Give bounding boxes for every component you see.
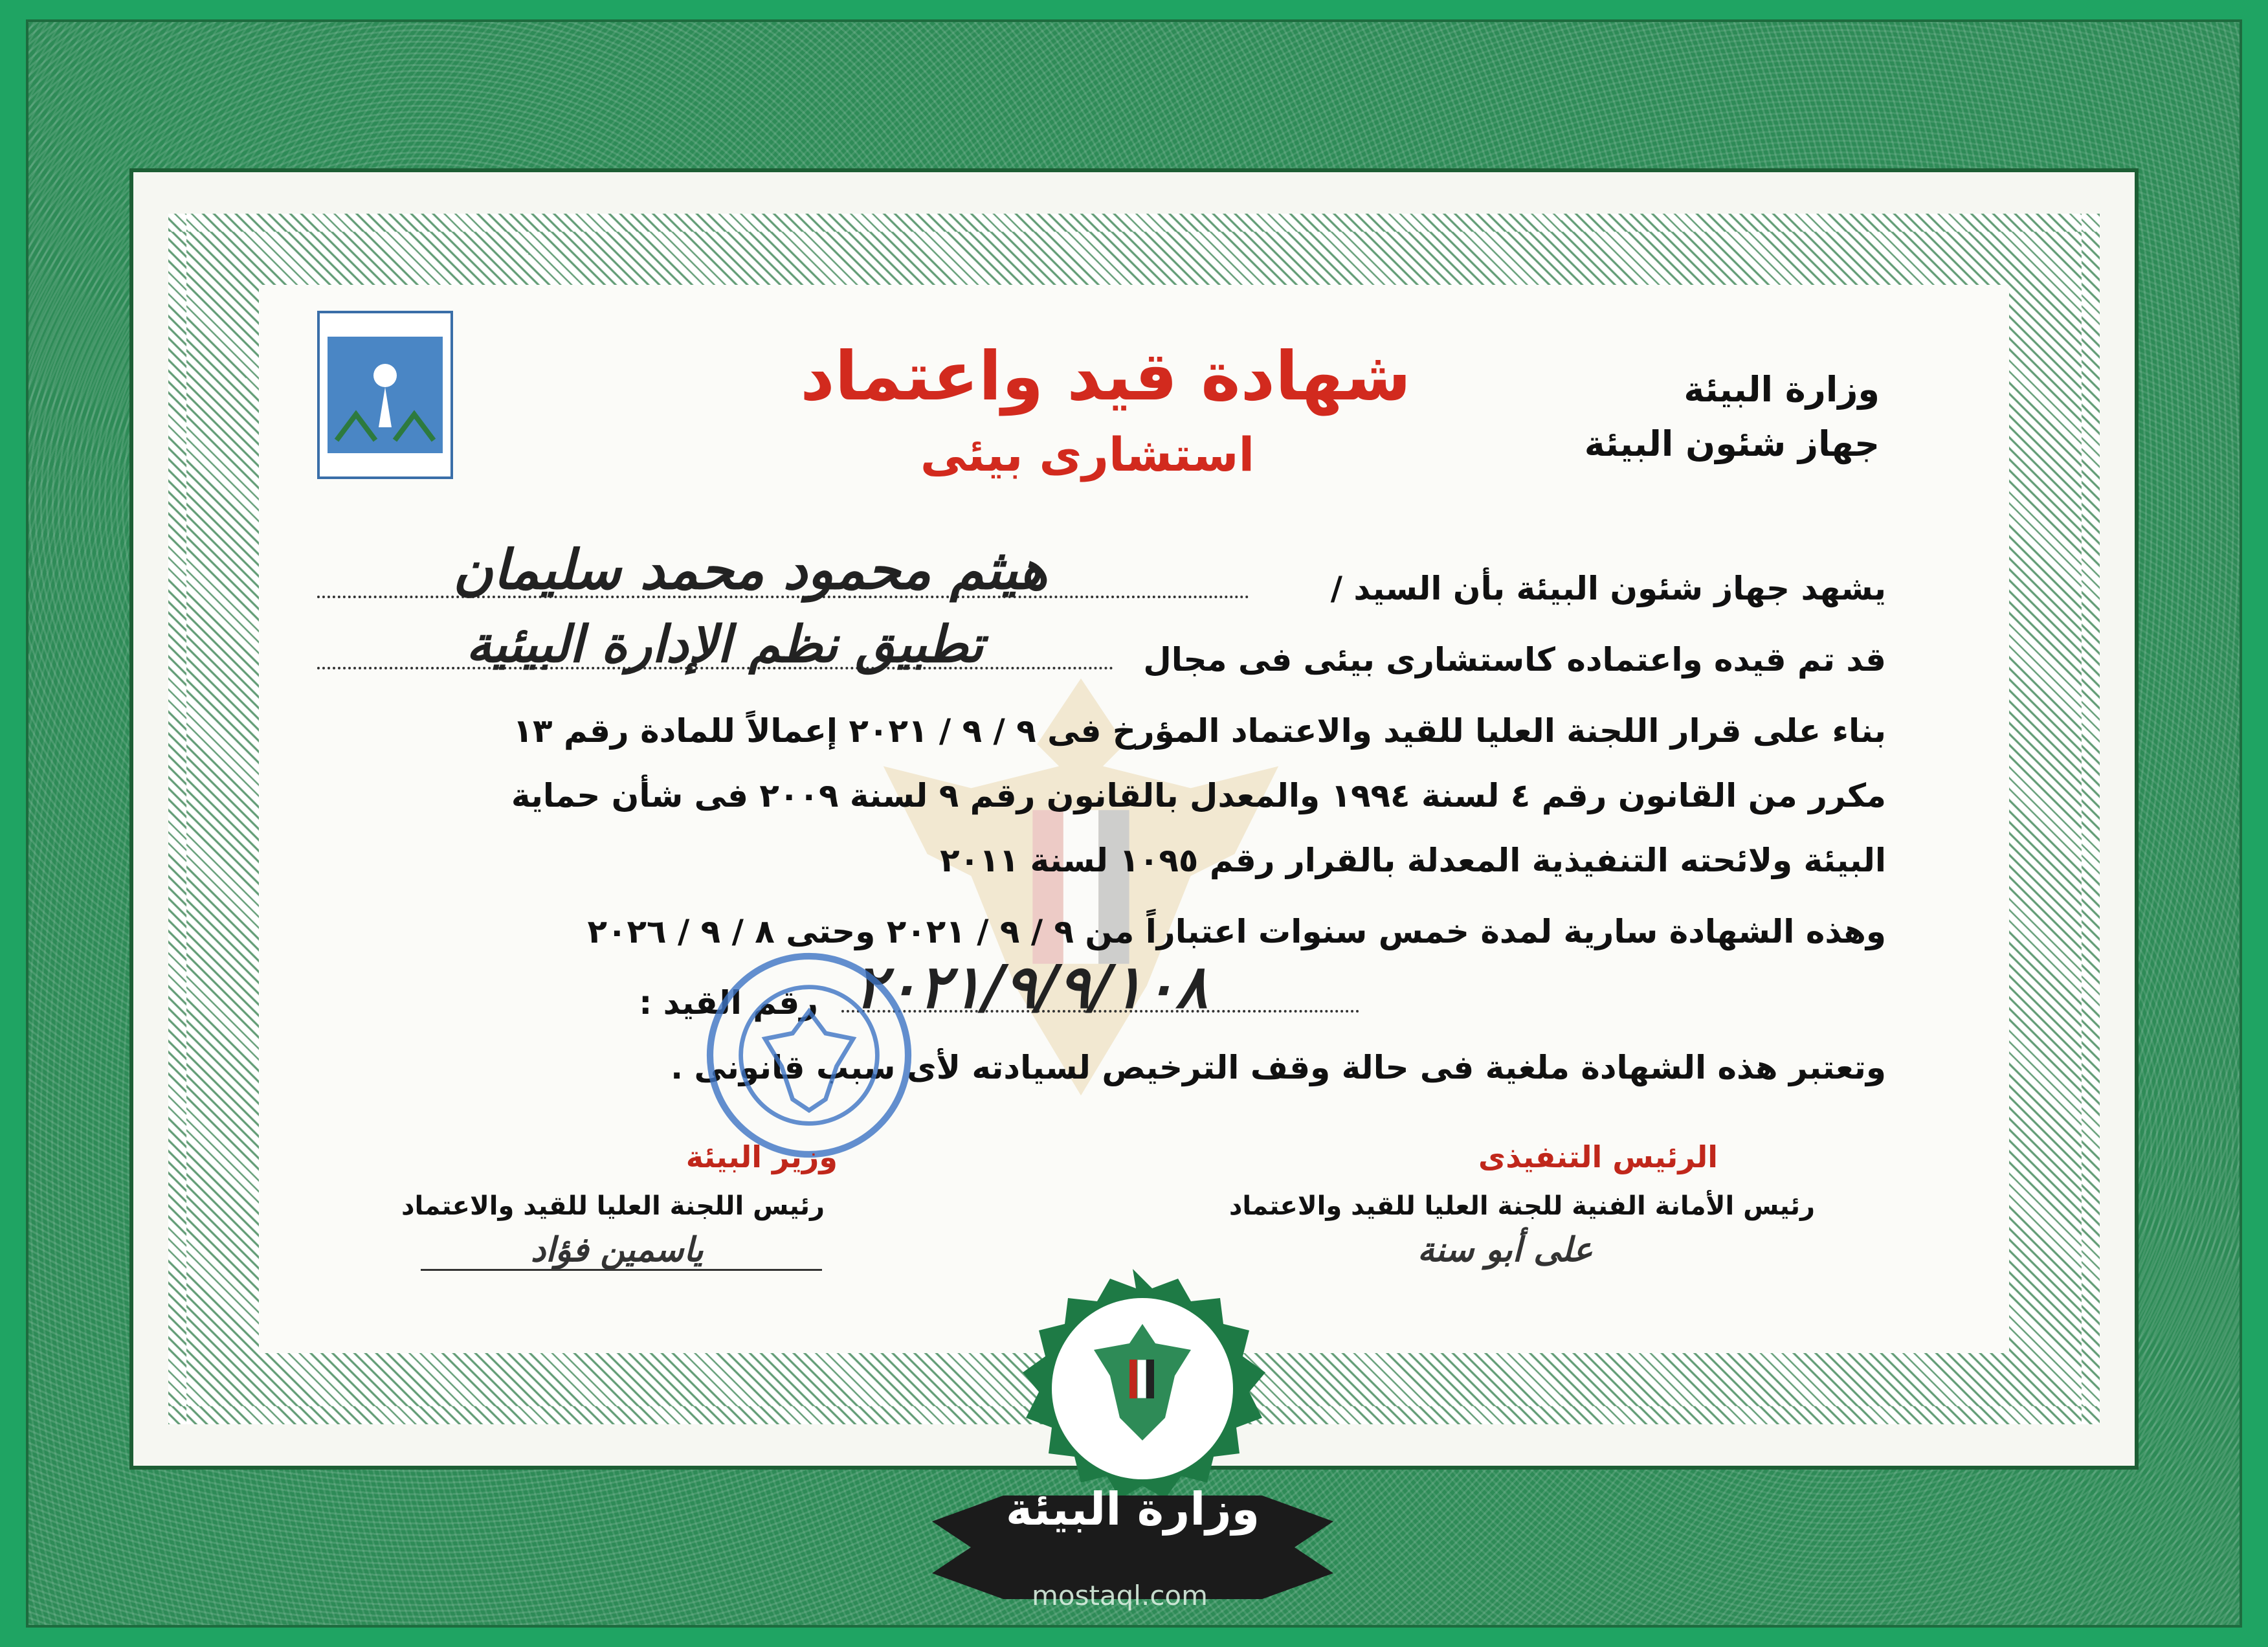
ministry-name: وزارة البيئة xyxy=(1684,369,1880,410)
ministry-seal-icon xyxy=(906,1262,1359,1625)
issuing-organization xyxy=(1584,363,1880,471)
body-line-5: البيئة ولائحته التنفيذية المعدلة بالقرار رقم ١٠٩٥ لسنة ٢٠١١ xyxy=(940,842,1886,879)
body-line-1: يشهد جهاز شئون البيئة بأن السيد / xyxy=(1330,570,1886,607)
seal-ribbon-text: وزارة البيئة xyxy=(1005,1483,1260,1536)
field-of-practice: تطبيق نظم الإدارة البيئية xyxy=(466,615,984,674)
site-watermark: mostaql.com xyxy=(1031,1580,1208,1611)
agency-name: جهاز شئون البيئة xyxy=(1584,423,1880,464)
registration-label: رقم القيد : xyxy=(639,984,818,1022)
blue-stamp-icon xyxy=(699,945,919,1165)
certificate-title: شهادة قيد واعتماد xyxy=(800,337,1411,416)
right-signatory-title: الرئيس التنفيذى xyxy=(1478,1139,1718,1174)
right-signatory-subtitle: رئيس الأمانة الفنية للجنة العليا للقيد والاعتماد xyxy=(1228,1191,1815,1221)
certificate-subtitle: استشارى بيئى xyxy=(920,427,1255,482)
left-signatory-title: وزير البيئة xyxy=(685,1139,838,1174)
body-line-4: مكرر من القانون رقم ٤ لسنة ١٩٩٤ والمعدل بالقانون رقم ٩ لسنة ٢٠٠٩ فى شأن حماية xyxy=(511,777,1886,814)
ministry-logo-icon xyxy=(317,311,453,479)
body-line-2: قد تم قيده واعتماده كاستشارى بيئى فى مجال xyxy=(1143,641,1886,678)
body-line-3: بناء على قرار اللجنة العليا للقيد والاعتماد المؤرخ فى ٩ / ٩ / ٢٠٢١ إعمالاً للمادة رقم ١٣ xyxy=(513,712,1886,750)
person-name: هيثم محمود محمد سليمان xyxy=(453,537,1048,601)
body-line-8: وتعتبر هذه الشهادة ملغية فى حالة وقف الترخيص لسيادته لأى سبب قانونى . xyxy=(671,1049,1886,1086)
left-signature-line xyxy=(421,1269,822,1271)
registration-number: ٢٠٢١/٩/٩/١٠٨ xyxy=(854,952,1208,1022)
body-line-6: وهذه الشهادة سارية لمدة خمس سنوات اعتباراً من ٩ / ٩ / ٢٠٢١ وحتى ٨ / ٩ / ٢٠٢٦ xyxy=(587,913,1886,950)
left-signatory-subtitle: رئيس اللجنة العليا للقيد والاعتماد xyxy=(401,1191,825,1221)
right-signature: على أبو سنة xyxy=(1418,1230,1593,1270)
left-signature: ياسمين فؤاد xyxy=(531,1230,704,1270)
